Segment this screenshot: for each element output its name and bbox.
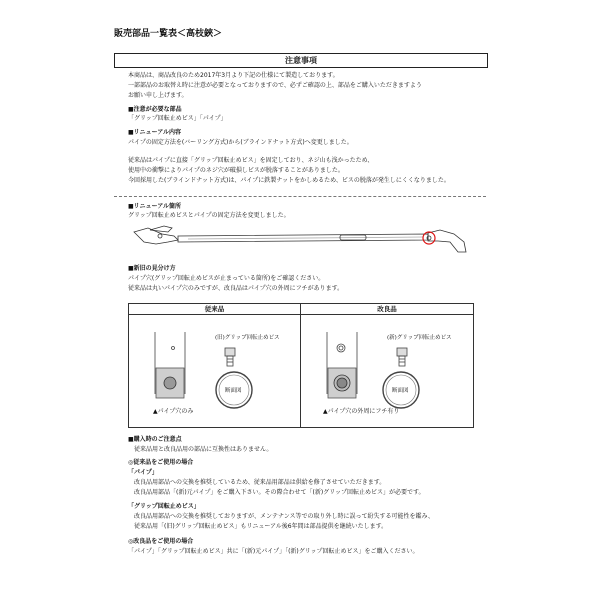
old-pipe-heading: 「パイプ」 [128, 469, 158, 476]
old-screw-line-2: 従来品用「(旧)グリップ回転止めビス」もリニューアル後6年間は部品提供を継続いたします。 [134, 523, 388, 530]
screw-location-marker [423, 232, 435, 244]
new-column [301, 304, 473, 427]
new-pipe-hole [337, 378, 347, 388]
new-use-heading: ◎改良品をご使用の場合 [128, 538, 194, 545]
caution-body: 「グリップ回転止めビス」「パイプ」 [128, 115, 227, 122]
old-pipe-hole [164, 377, 176, 389]
old-use-heading: ◎従来品をご使用の場合 [128, 459, 194, 466]
old-screw-heading: 「グリップ回転止めビス」 [128, 503, 200, 510]
new-pipe-illustration [301, 314, 473, 414]
old-section-label: 断面図 [225, 388, 242, 394]
distinguish-heading: ■新旧の見分け方 [128, 265, 176, 272]
old-pipe-line-1: 改良品用部品への交換を推奨しているため、従来品用部品は供給を修了させていただきます。 [134, 479, 386, 486]
notice-header: 注意事項 [114, 53, 488, 68]
intro-line-3: お願い申し上げます。 [128, 92, 188, 99]
distinguish-line-2: 従来品は丸いパイプ穴のみですが、改良品はパイプ穴の外周にフチがあります。 [128, 285, 344, 292]
old-pipe-line-2: 改良品用部品「(新)元パイプ」をご購入下さい。その際合わせて「(新)グリップ回転止めビス」が必要です。 [134, 489, 425, 496]
old-column-header: 従来品 [129, 304, 300, 315]
new-use-line: 「パイプ」「グリップ回転止めビス」共に「(新)元パイプ」「(新)グリップ回転止めビス」をご購入ください。 [128, 548, 419, 555]
section-separator [114, 196, 486, 197]
comparison-table [128, 303, 474, 428]
renewal-line-3: 従来品はパイプに直接「グリップ回転止めビス」を固定しており、ネジ山も浅かったため、 [128, 157, 374, 164]
new-caption: ▲パイプ穴の外周にフチ有り [323, 408, 400, 415]
location-body: グリップ回転止めビスとパイプの固定方法を変更しました。 [128, 212, 290, 219]
new-section-label: 断面図 [392, 388, 409, 394]
intro-line-1: 本商品は、商品改良のため2017年3月より下記の仕様にて製造しております。 [128, 72, 339, 79]
renewal-line-1: パイプの固定方法を(バーリング方式)から(ブラインドナット方式)へ変更しました。 [128, 139, 353, 146]
distinguish-line-1: パイプ穴(グリップ回転止めビスが止まっている箇所)をご確認ください。 [128, 275, 325, 282]
old-column [129, 304, 300, 427]
old-screw-icon [225, 348, 235, 366]
pruner-outline [134, 226, 466, 252]
pruner-illustration [128, 222, 472, 258]
intro-line-2: 一部部品のお取替え時に注意が必要となっておりますので、必ずご確認の上、部品をご購入いただきますよう [128, 82, 422, 89]
purchase-heading: ■購入時のご注意点 [128, 436, 182, 443]
new-column-header: 改良品 [301, 304, 473, 315]
old-pipe-illustration [129, 314, 300, 414]
old-caption: ▲パイプ穴のみ [153, 408, 194, 415]
renewal-line-4: 使用中の衝撃によりパイプのネジ穴が破損しビスが脱落することがありました。 [128, 167, 344, 174]
renewal-heading: ■リニューアル内容 [128, 129, 182, 136]
new-screw-icon [397, 348, 407, 366]
caution-heading: ■注意が必要な部品 [128, 106, 182, 113]
old-screw-line-1: 改良品用部品への交換を推奨しておりますが、メンテナンス等での取り外し時に誤って紛失する可能性を鑑み、 [134, 513, 434, 520]
new-screw-label: (新)グリップ回転止めビス [387, 335, 452, 341]
document-title: 販売部品一覧表＜高枝鋏＞ [114, 29, 223, 39]
renewal-line-5: 今回採用した(ブラインドナット方式)は、パイプに鉄製ナットをかしめるため、ビスの脱落が発生しにくくなりました。 [128, 177, 450, 184]
purchase-body: 従来品用と改良品用の部品に互換性はありません。 [134, 446, 273, 453]
location-heading: ■リニューアル箇所 [128, 203, 182, 210]
old-screw-label: (旧)グリップ回転止めビス [215, 335, 280, 341]
